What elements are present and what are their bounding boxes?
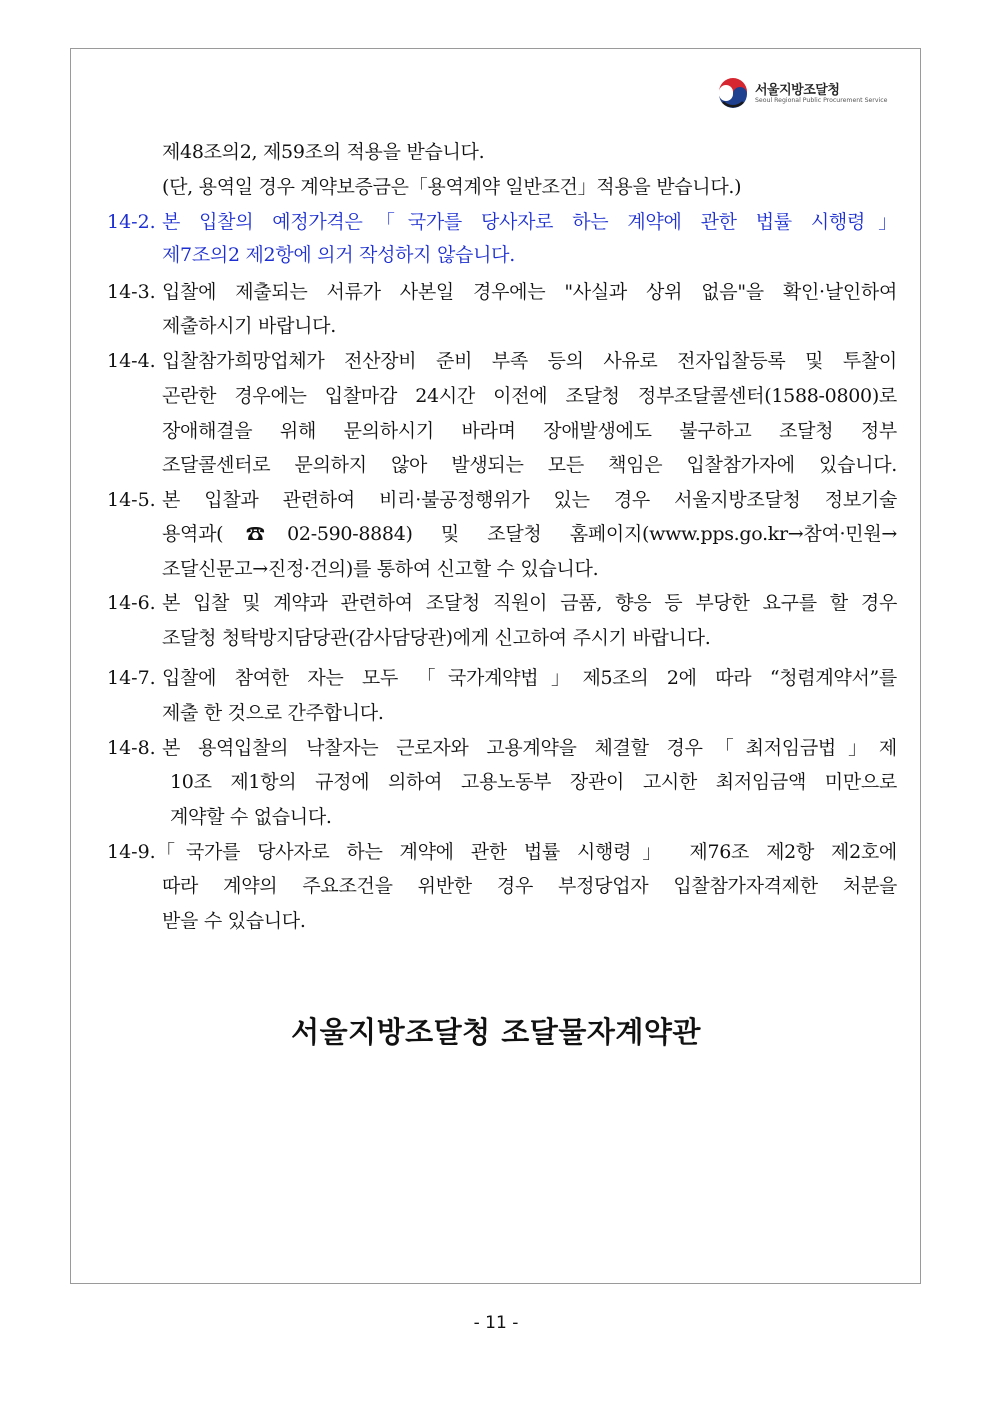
item-line: 받을 수 있습니다. [162,910,306,932]
item-line: 입찰에 참여한 자는 모두 「국가계약법」제5조의 2에 따라 “청렴계약서”를 [162,667,897,689]
item-line: 용역과(☎02-590-8884) 및 조달청 홈페이지(www.pps.go.kr→참여·민원→ [162,523,897,545]
item-line: 본 입찰과 관련하여 비리·불공정행위가 있는 경우 서울지방조달청 정보기술 [162,489,897,511]
item-line: 본 입찰 및 계약과 관련하여 조달청 직원이 금품, 향응 등 부당한 요구를 할 경우 [162,592,897,614]
org-name-en: Seoul Regional Public Procurement Service [755,97,888,104]
item-line: 조달신문고→진정·건의)를 통하여 신고할 수 있습니다. [162,558,599,580]
signature: 서울지방조달청 조달물자계약관 [291,1015,701,1049]
item-line: 10조 제1항의 규정에 의하여 고용노동부 장관이 고시한 최저임금액 미만으로 [170,771,897,793]
org-logo [717,78,907,112]
item-number: 14-6. [107,592,156,614]
item-line: 계약할 수 없습니다. [170,806,332,828]
taegeuk-logo-icon [717,78,749,110]
item-line: 곤란한 경우에는 입찰마감 24시간 이전에 조달청 정부조달콜센터(1588-0800)로 [162,385,897,407]
org-name: 서울지방조달청 [755,83,840,98]
item-line: 입찰참가희망업체가 전산장비 준비 부족 등의 사유로 전자입찰등록 및 투찰이 [162,350,897,372]
item-line: 제7조의2 제2항에 의거 작성하지 않습니다. [162,244,515,266]
page-number: - 11 - [473,1313,519,1333]
item-line: 「국가를 당사자로 하는 계약에 관한 법률 시행령」 제76조 제2항 제2호에 [156,841,897,863]
item-number: 14-9. [107,841,156,863]
continuation-line: 제48조의2, 제59조의 적용을 받습니다. [162,141,485,163]
item-line: 장애해결을 위해 문의하시기 바라며 장애발생에도 불구하고 조달청 정부 [162,420,897,442]
item-line: 조달콜센터로 문의하지 않아 발생되는 모든 책임은 입찰참가자에 있습니다. [162,454,897,476]
item-line: 본 입찰의 예정가격은「국가를 당사자로 하는 계약에 관한 법률 시행령」 [162,211,897,233]
item-line: 제출하시기 바랍니다. [162,315,336,337]
item-number: 14-4. [107,350,156,372]
item-number: 14-2. [107,211,156,233]
item-number: 14-8. [107,737,156,759]
item-line: 입찰에 제출되는 서류가 사본일 경우에는 "사실과 상위 없음"을 확인·날인하여 [162,281,897,303]
item-number: 14-5. [107,489,156,511]
item-number: 14-3. [107,281,156,303]
item-line: 조달청 청탁방지담당관(감사담당관)에게 신고하여 주시기 바랍니다. [162,627,711,649]
continuation-line: (단, 용역일 경우 계약보증금은「용역계약 일반조건」적용을 받습니다.) [162,176,742,198]
item-line: 제출 한 것으로 간주합니다. [162,702,384,724]
item-line: 따라 계약의 주요조건을 위반한 경우 부정당업자 입찰참가자격제한 처분을 [162,875,897,897]
item-number: 14-7. [107,667,156,689]
item-line: 본 용역입찰의 낙찰자는 근로자와 고용계약을 체결할 경우「최저임금법」제 [162,737,897,759]
